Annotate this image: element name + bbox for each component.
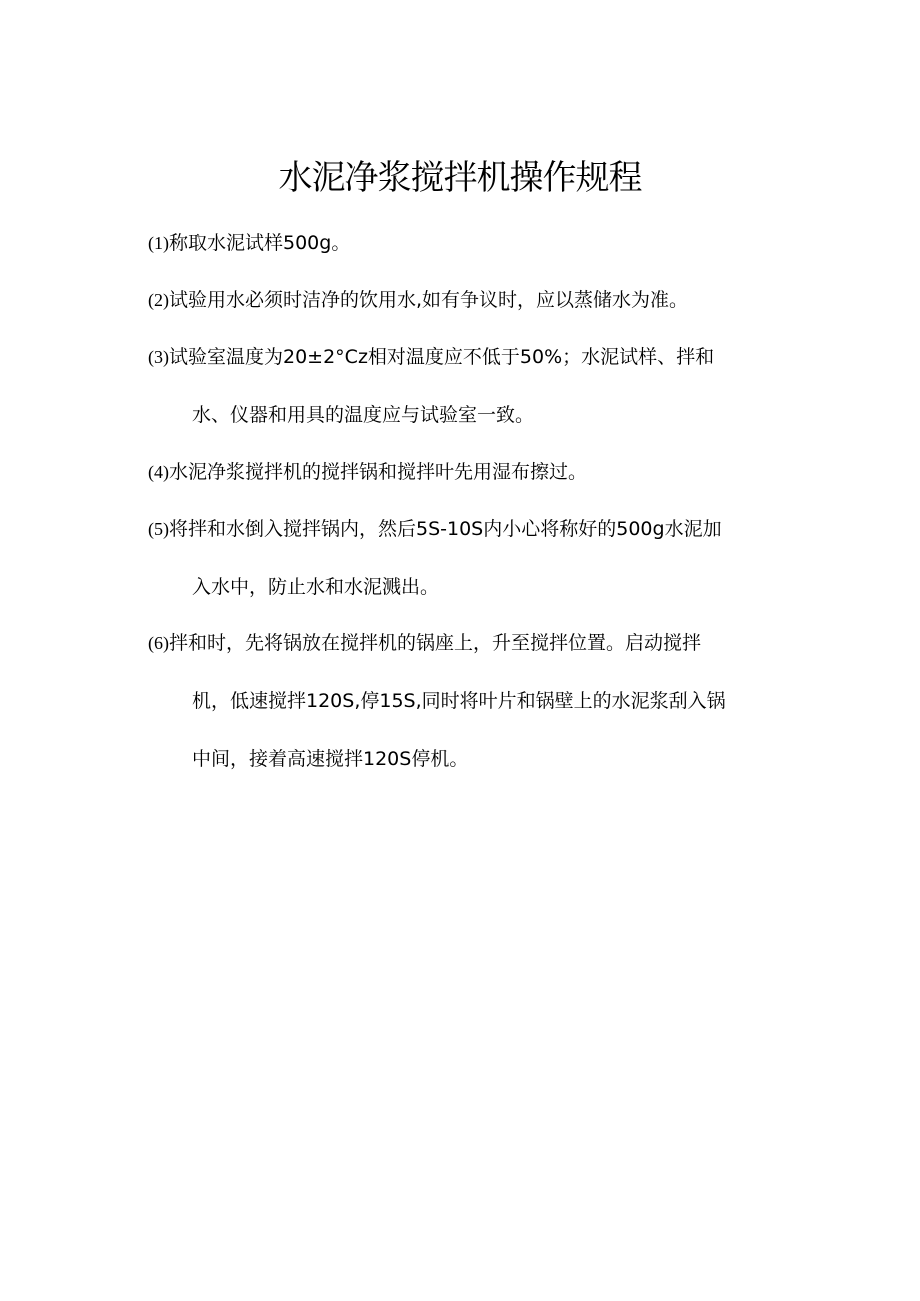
step-number: (5)	[148, 519, 169, 539]
step-text-continuation: 中间，接着高速搅拌120S停机。	[192, 748, 469, 770]
step-6	[148, 614, 798, 788]
step-4	[148, 443, 798, 501]
step-text: 称取水泥试样500g。	[169, 232, 351, 254]
step-5	[148, 500, 798, 616]
step-text: 试验用水必须时洁净的饮用水,如有争议时，应以蒸储水为准。	[169, 289, 689, 311]
step-2	[148, 271, 798, 329]
step-1	[148, 214, 798, 272]
step-number: (2)	[148, 290, 169, 310]
step-text: 拌和时，先将锅放在搅拌机的锅座上，升至搅拌位置。启动搅拌	[169, 632, 702, 654]
step-number: (3)	[148, 347, 169, 367]
step-text-continuation: 机，低速搅拌120S,停15S,同时将叶片和锅壁上的水泥浆刮入锅	[192, 690, 726, 712]
step-3	[148, 328, 798, 444]
step-number: (1)	[148, 233, 169, 253]
step-text: 水泥净浆搅拌机的搅拌锅和搅拌叶先用湿布擦过。	[169, 461, 588, 483]
step-text: 试验室温度为20±2°Cz相对温度应不低于50%；水泥试样、拌和	[169, 346, 715, 368]
step-text-continuation: 水、仪器和用具的温度应与试验室一致。	[192, 404, 535, 426]
step-text-continuation: 入水中，防止水和水泥溅出。	[192, 576, 440, 598]
step-text: 将拌和水倒入搅拌锅内，然后5S-10S内小心将称好的500g水泥加	[169, 518, 722, 540]
document-title: 水泥净浆搅拌机操作规程	[278, 157, 642, 198]
step-number: (4)	[148, 462, 169, 482]
step-number: (6)	[148, 633, 169, 653]
